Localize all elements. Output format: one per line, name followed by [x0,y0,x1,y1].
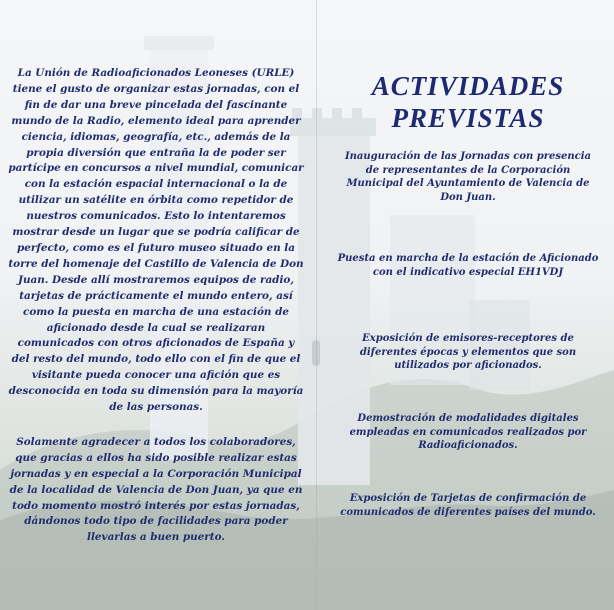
activity-item: Exposición de emisores-receptores de diferentes épocas y elementos que son utilizados por aficionados. [359,333,577,372]
right-column [330,70,606,518]
activities-title [330,70,606,134]
intro-paragraph: La Unión de Radioaficionados Leoneses (URLE) tiene el gusto de organizar estas jornadas, con el fin de dar una breve pincelada del fascinante mundo de la Radio, elemento ideal para aprender ciencia, idiomas, geografía, etc., además de la propia diversión que entraña la de poder ser partícipe en concursos a nivel mundial, comunicar con la estación espacial internacional o la de utilizar un satélite en órbita como repetidor de nuestros comunicados. Esto lo intentaremos mostrar desde un lugar que se podría calificar de perfecto, como es el futuro museo situado en la torre del homenaje del Castillo de Valencia de Don Juan. Desde allí mostraremos equipos de radio, tarjetas de prácticamente el mundo entero, así como la puesta en marcha de una estación de aficionado desde la cual se realizaran comunicados con otros aficionados de España y del resto del mundo, todo ello con el fin de que el visitante pueda conocer una afición que es desconocida en toda su dimensión para la mayoría de las personas. [8,67,304,414]
title-line-2: PREVISTAS [391,103,545,133]
title-line-1: ACTIVIDADES [371,71,565,101]
activity-item: Demostración de modalidades digitales empleadas en comunicados realizados por Radioaficionados. [349,413,587,452]
thanks-paragraph: Solamente agradecer a todos los colaboradores, que gracias a ellos ha sido posible realizar estas jornadas y en especial a la Corporación Municipal de la localidad de Valencia de Don Juan, ya que en todo momento mostró interés por estas jornadas, dándonos todo tipo de facilidades para poder llevarlas a buen puerto. [9,435,303,544]
activity-item: Exposición de Tarjetas de confirmación de comunicados de diferentes países del mundo. [340,493,596,518]
page-fold [316,0,317,610]
activity-item: Inauguración de las Jornadas con presencia de representantes de la Corporación Municipal del Ayuntamiento de Valencia de Don Juan. [344,151,591,203]
activity-item: Puesta en marcha de la estación de Aficionado con el indicativo especial EH1VDJ [337,253,599,278]
left-column [8,66,304,565]
